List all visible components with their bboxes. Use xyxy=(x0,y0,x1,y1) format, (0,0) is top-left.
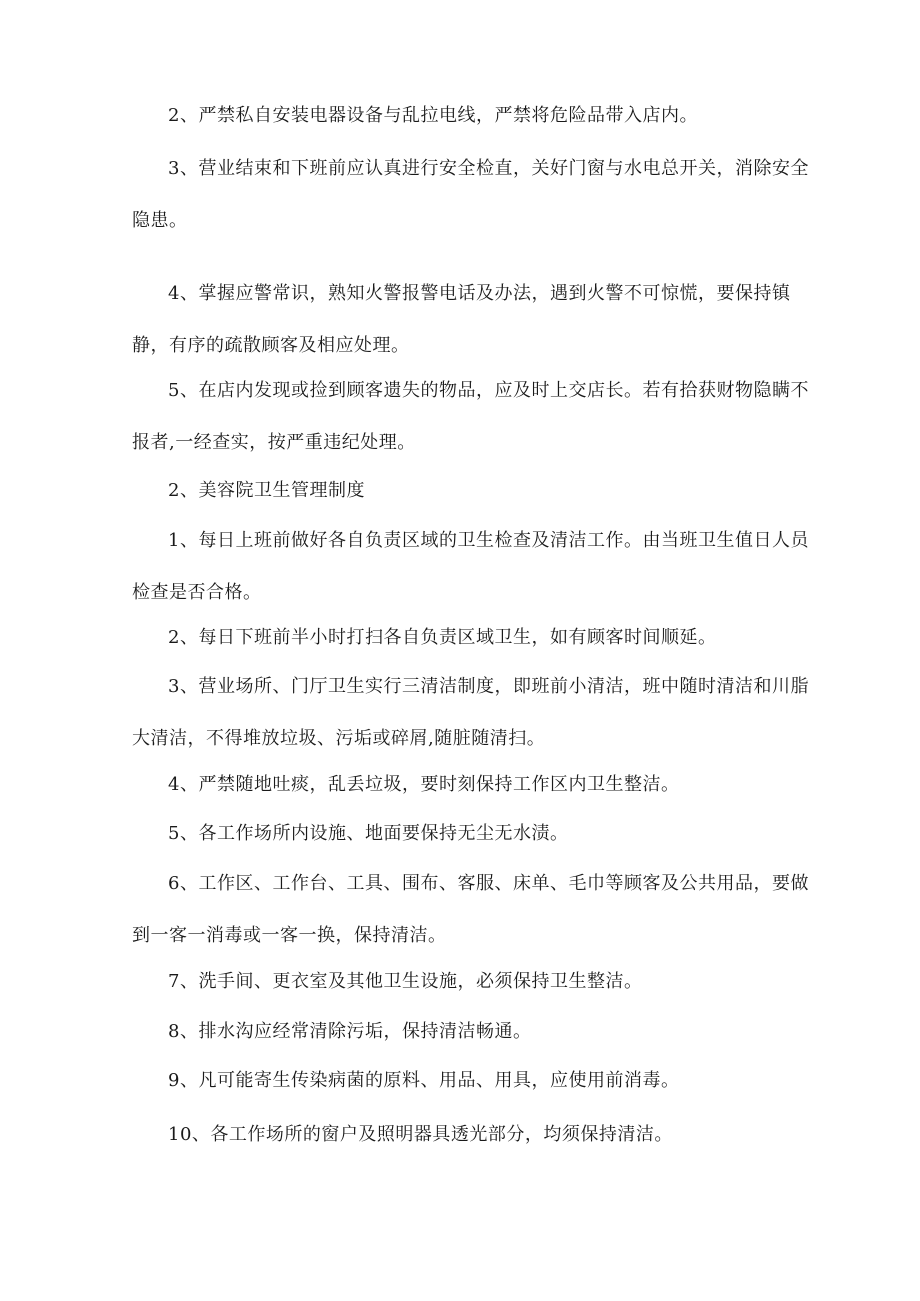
paragraph-hygiene-8: 8、排水沟应经常清除污垢，保持清洁畅通。 xyxy=(168,1021,532,1042)
paragraph-hygiene-6: 6、工作区、工作台、工具、围布、客服、床单、毛巾等顾客及公共用品，要做到一客一消毒或一客一换，保持清洁。 xyxy=(132,873,809,946)
section-heading-hygiene: 2、美容院卫生管理制度 xyxy=(168,480,365,501)
paragraph-hygiene-2: 2、每日下班前半小时打扫各自负责区域卫生，如有顾客时间顺延。 xyxy=(168,627,717,648)
paragraph-hygiene-7: 7、洗手间、更衣室及其他卫生设施，必须保持卫生整洁。 xyxy=(168,971,643,992)
paragraph-safety-5: 5、在店内发现或捡到顾客遗失的物品，应及时上交店长。若有拾获财物隐瞒不报者,一经查实，按严重违纪处理。 xyxy=(132,380,809,453)
paragraph-hygiene-5: 5、各工作场所内设施、地面要保持无尘无水渍。 xyxy=(168,823,569,844)
paragraph-hygiene-9: 9、凡可能寄生传染病菌的原料、用品、用具，应使用前消毒。 xyxy=(168,1070,680,1091)
paragraph-safety-4: 4、掌握应警常识，熟知火警报警电话及办法，遇到火警不可惊慌，要保持镇静，有序的疏散顾客及相应处理。 xyxy=(132,283,791,356)
paragraph-hygiene-1: 1、每日上班前做好各自负责区域的卫生检查及清洁工作。由当班卫生值日人员检查是否合格。 xyxy=(132,530,809,603)
paragraph-safety-2: 2、严禁私自安装电器设备与乱拉电线，严禁将危险品带入店内。 xyxy=(168,105,698,126)
paragraph-hygiene-10: 10、各工作场所的窗户及照明器具透光部分，均须保持清洁。 xyxy=(168,1124,673,1145)
paragraph-safety-3: 3、营业结束和下班前应认真进行安全检直，关好门窗与水电总开关，消除安全隐患。 xyxy=(132,158,809,231)
paragraph-hygiene-4: 4、严禁随地吐痰，乱丢垃圾，要时刻保持工作区内卫生整洁。 xyxy=(168,774,680,795)
paragraph-hygiene-3: 3、营业场所、门厅卫生实行三清洁制度，即班前小清洁，班中随时清洁和川脂大清洁，不得堆放垃圾、污垢或碎屑,随脏随清扫。 xyxy=(132,676,809,749)
